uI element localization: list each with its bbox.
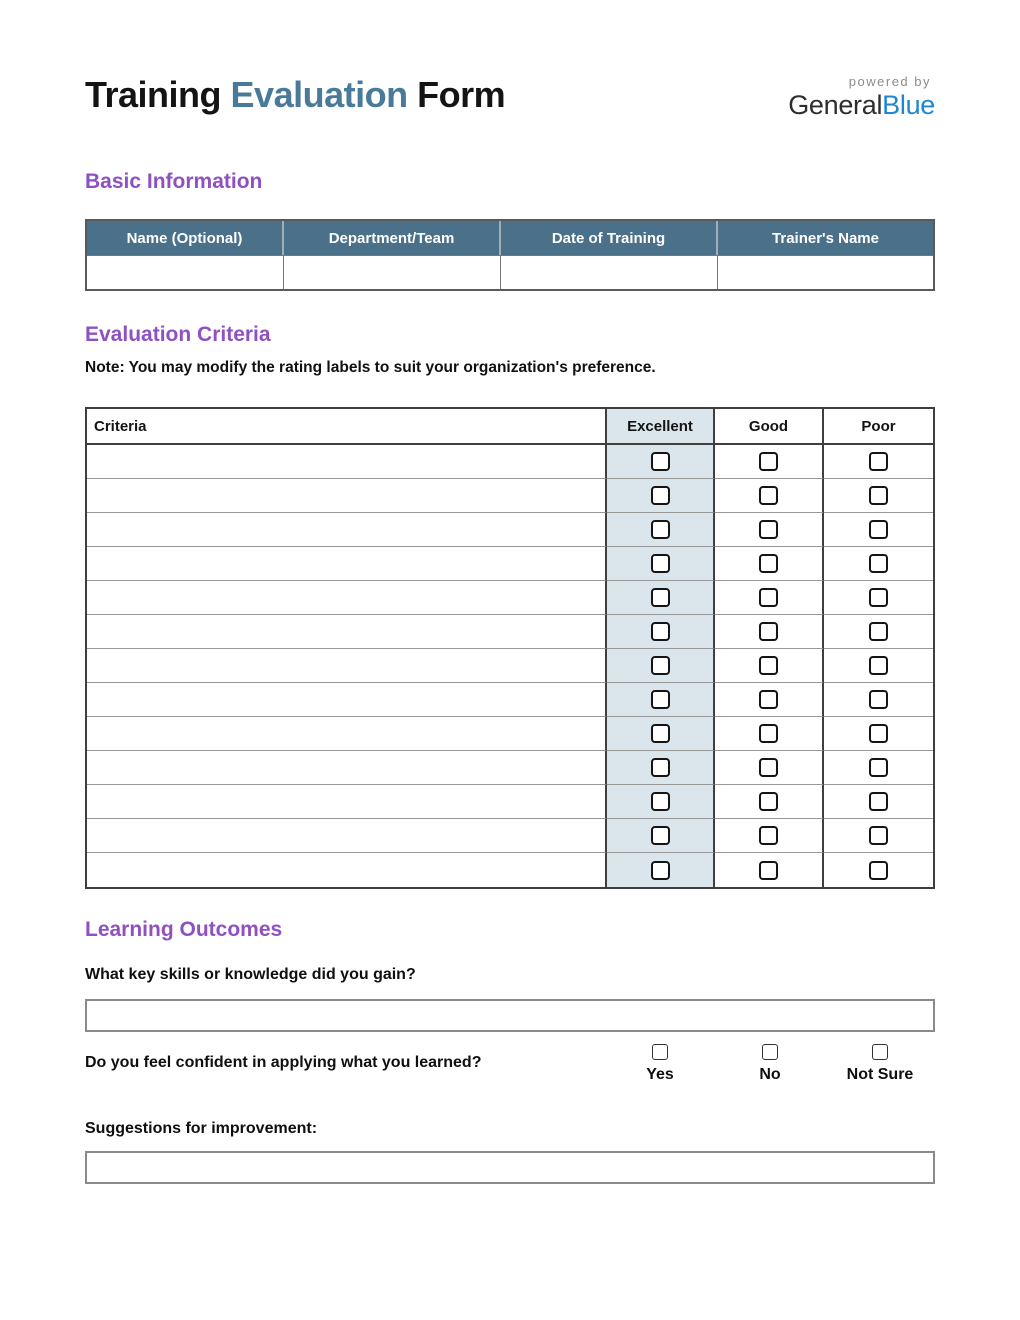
checkbox-good[interactable] xyxy=(759,554,778,573)
rating-cell-excellent xyxy=(607,683,715,717)
criteria-cell[interactable] xyxy=(87,785,607,819)
rating-cell-poor xyxy=(824,853,933,887)
checkbox-excellent[interactable] xyxy=(651,452,670,471)
rating-cell-poor xyxy=(824,717,933,751)
rating-cell-good xyxy=(715,717,824,751)
basic-information-heading: Basic Information xyxy=(85,170,263,193)
evaluation-criteria-heading: Evaluation Criteria xyxy=(85,323,271,346)
checkbox-good[interactable] xyxy=(759,792,778,811)
basic-info-col-header-trainer-s-name: Trainer's Name xyxy=(718,221,933,255)
criteria-cell[interactable] xyxy=(87,853,607,887)
checkbox-excellent[interactable] xyxy=(651,792,670,811)
confidence-option-label-not-sure: Not Sure xyxy=(846,1066,914,1083)
basic-info-col-header-name-optional-: Name (Optional) xyxy=(87,221,284,255)
checkbox-good[interactable] xyxy=(759,724,778,743)
brand-blue: Blue xyxy=(882,90,935,120)
basic-information-table xyxy=(85,219,935,291)
rating-labels-note: Note: You may modify the rating labels to suit your organization's preference. xyxy=(85,359,656,376)
brand-general: General xyxy=(788,90,883,120)
criteria-cell[interactable] xyxy=(87,445,607,479)
page-title xyxy=(85,74,505,116)
confidence-question-label: Do you feel confident in applying what you learned? xyxy=(85,1054,482,1071)
checkbox-poor[interactable] xyxy=(869,452,888,471)
checkbox-excellent[interactable] xyxy=(651,758,670,777)
rating-col-header-excellent: Excellent xyxy=(607,409,715,445)
confidence-option-yes xyxy=(605,1042,715,1084)
suggestions-label: Suggestions for improvement: xyxy=(85,1120,318,1137)
checkbox-poor[interactable] xyxy=(869,656,888,675)
rating-cell-poor xyxy=(824,479,933,513)
basic-info-input-cell-date-of-training[interactable] xyxy=(501,255,718,289)
checkbox-poor[interactable] xyxy=(869,758,888,777)
checkbox-good[interactable] xyxy=(759,452,778,471)
checkbox-excellent[interactable] xyxy=(651,554,670,573)
checkbox-good[interactable] xyxy=(759,861,778,880)
rating-cell-poor xyxy=(824,785,933,819)
rating-cell-poor xyxy=(824,683,933,717)
rating-cell-poor xyxy=(824,751,933,785)
rating-cell-poor xyxy=(824,513,933,547)
title-word-form: Form xyxy=(417,74,506,115)
rating-cell-excellent xyxy=(607,717,715,751)
checkbox-poor[interactable] xyxy=(869,486,888,505)
rating-cell-excellent xyxy=(607,479,715,513)
learning-outcomes-heading: Learning Outcomes xyxy=(85,918,283,941)
checkbox-poor[interactable] xyxy=(869,622,888,641)
checkbox-not-sure[interactable] xyxy=(872,1044,888,1060)
checkbox-poor[interactable] xyxy=(869,724,888,743)
rating-cell-good xyxy=(715,819,824,853)
rating-cell-good xyxy=(715,853,824,887)
rating-cell-poor xyxy=(824,819,933,853)
page-header xyxy=(85,74,935,121)
title-word-evaluation: Evaluation xyxy=(230,74,408,115)
checkbox-poor[interactable] xyxy=(869,520,888,539)
criteria-column-header: Criteria xyxy=(87,409,607,445)
checkbox-good[interactable] xyxy=(759,758,778,777)
rating-cell-good xyxy=(715,547,824,581)
rating-cell-excellent xyxy=(607,615,715,649)
checkbox-excellent[interactable] xyxy=(651,520,670,539)
checkbox-excellent[interactable] xyxy=(651,690,670,709)
rating-cell-excellent xyxy=(607,853,715,887)
skills-input[interactable] xyxy=(85,999,935,1032)
confidence-option-label-no: No xyxy=(759,1066,781,1083)
rating-cell-excellent xyxy=(607,513,715,547)
criteria-cell[interactable] xyxy=(87,581,607,615)
confidence-option-label-yes: Yes xyxy=(646,1066,674,1083)
checkbox-excellent[interactable] xyxy=(651,724,670,743)
skills-question-label: What key skills or knowledge did you gain? xyxy=(85,966,416,983)
checkbox-no[interactable] xyxy=(762,1044,778,1060)
rating-col-header-poor: Poor xyxy=(824,409,933,445)
criteria-cell[interactable] xyxy=(87,615,607,649)
checkbox-poor[interactable] xyxy=(869,861,888,880)
suggestions-input[interactable] xyxy=(85,1151,935,1184)
criteria-cell[interactable] xyxy=(87,547,607,581)
rating-col-header-good: Good xyxy=(715,409,824,445)
rating-cell-poor xyxy=(824,615,933,649)
confidence-question-row xyxy=(85,1042,935,1084)
title-word-training: Training xyxy=(85,74,222,115)
checkbox-excellent[interactable] xyxy=(651,861,670,880)
checkbox-poor[interactable] xyxy=(869,792,888,811)
basic-info-input-cell-trainer-s-name[interactable] xyxy=(718,255,933,289)
checkbox-good[interactable] xyxy=(759,656,778,675)
checkbox-excellent[interactable] xyxy=(651,486,670,505)
criteria-cell[interactable] xyxy=(87,751,607,785)
rating-cell-good xyxy=(715,751,824,785)
rating-cell-poor xyxy=(824,445,933,479)
confidence-option-not-sure xyxy=(825,1042,935,1084)
rating-cell-good xyxy=(715,649,824,683)
rating-cell-excellent xyxy=(607,819,715,853)
rating-cell-good xyxy=(715,785,824,819)
rating-cell-good xyxy=(715,513,824,547)
rating-cell-excellent xyxy=(607,547,715,581)
criteria-cell[interactable] xyxy=(87,683,607,717)
checkbox-yes[interactable] xyxy=(652,1044,668,1060)
confidence-option-no xyxy=(715,1042,825,1084)
checkbox-excellent[interactable] xyxy=(651,656,670,675)
criteria-cell[interactable] xyxy=(87,479,607,513)
criteria-cell[interactable] xyxy=(87,513,607,547)
checkbox-good[interactable] xyxy=(759,588,778,607)
checkbox-poor[interactable] xyxy=(869,588,888,607)
checkbox-excellent[interactable] xyxy=(651,826,670,845)
rating-cell-good xyxy=(715,683,824,717)
criteria-table xyxy=(85,407,935,889)
basic-info-input-cell-department-team[interactable] xyxy=(284,255,501,289)
criteria-cell[interactable] xyxy=(87,819,607,853)
checkbox-excellent[interactable] xyxy=(651,588,670,607)
rating-cell-excellent xyxy=(607,785,715,819)
criteria-cell[interactable] xyxy=(87,717,607,751)
rating-cell-good xyxy=(715,615,824,649)
basic-info-input-cell-name-optional-[interactable] xyxy=(87,255,284,289)
rating-cell-excellent xyxy=(607,445,715,479)
checkbox-good[interactable] xyxy=(759,690,778,709)
checkbox-good[interactable] xyxy=(759,622,778,641)
checkbox-good[interactable] xyxy=(759,520,778,539)
generalblue-logotype xyxy=(788,90,935,121)
checkbox-good[interactable] xyxy=(759,826,778,845)
checkbox-poor[interactable] xyxy=(869,826,888,845)
rating-cell-excellent xyxy=(607,581,715,615)
brand-logo xyxy=(788,74,935,121)
rating-cell-excellent xyxy=(607,649,715,683)
basic-info-col-header-date-of-training: Date of Training xyxy=(501,221,718,255)
rating-cell-good xyxy=(715,479,824,513)
rating-cell-poor xyxy=(824,649,933,683)
checkbox-poor[interactable] xyxy=(869,554,888,573)
checkbox-excellent[interactable] xyxy=(651,622,670,641)
rating-cell-excellent xyxy=(607,751,715,785)
basic-info-col-header-department-team: Department/Team xyxy=(284,221,501,255)
rating-cell-poor xyxy=(824,581,933,615)
checkbox-poor[interactable] xyxy=(869,690,888,709)
rating-cell-good xyxy=(715,445,824,479)
checkbox-good[interactable] xyxy=(759,486,778,505)
rating-cell-poor xyxy=(824,547,933,581)
criteria-cell[interactable] xyxy=(87,649,607,683)
powered-by-text: powered by xyxy=(848,74,931,89)
rating-cell-good xyxy=(715,581,824,615)
